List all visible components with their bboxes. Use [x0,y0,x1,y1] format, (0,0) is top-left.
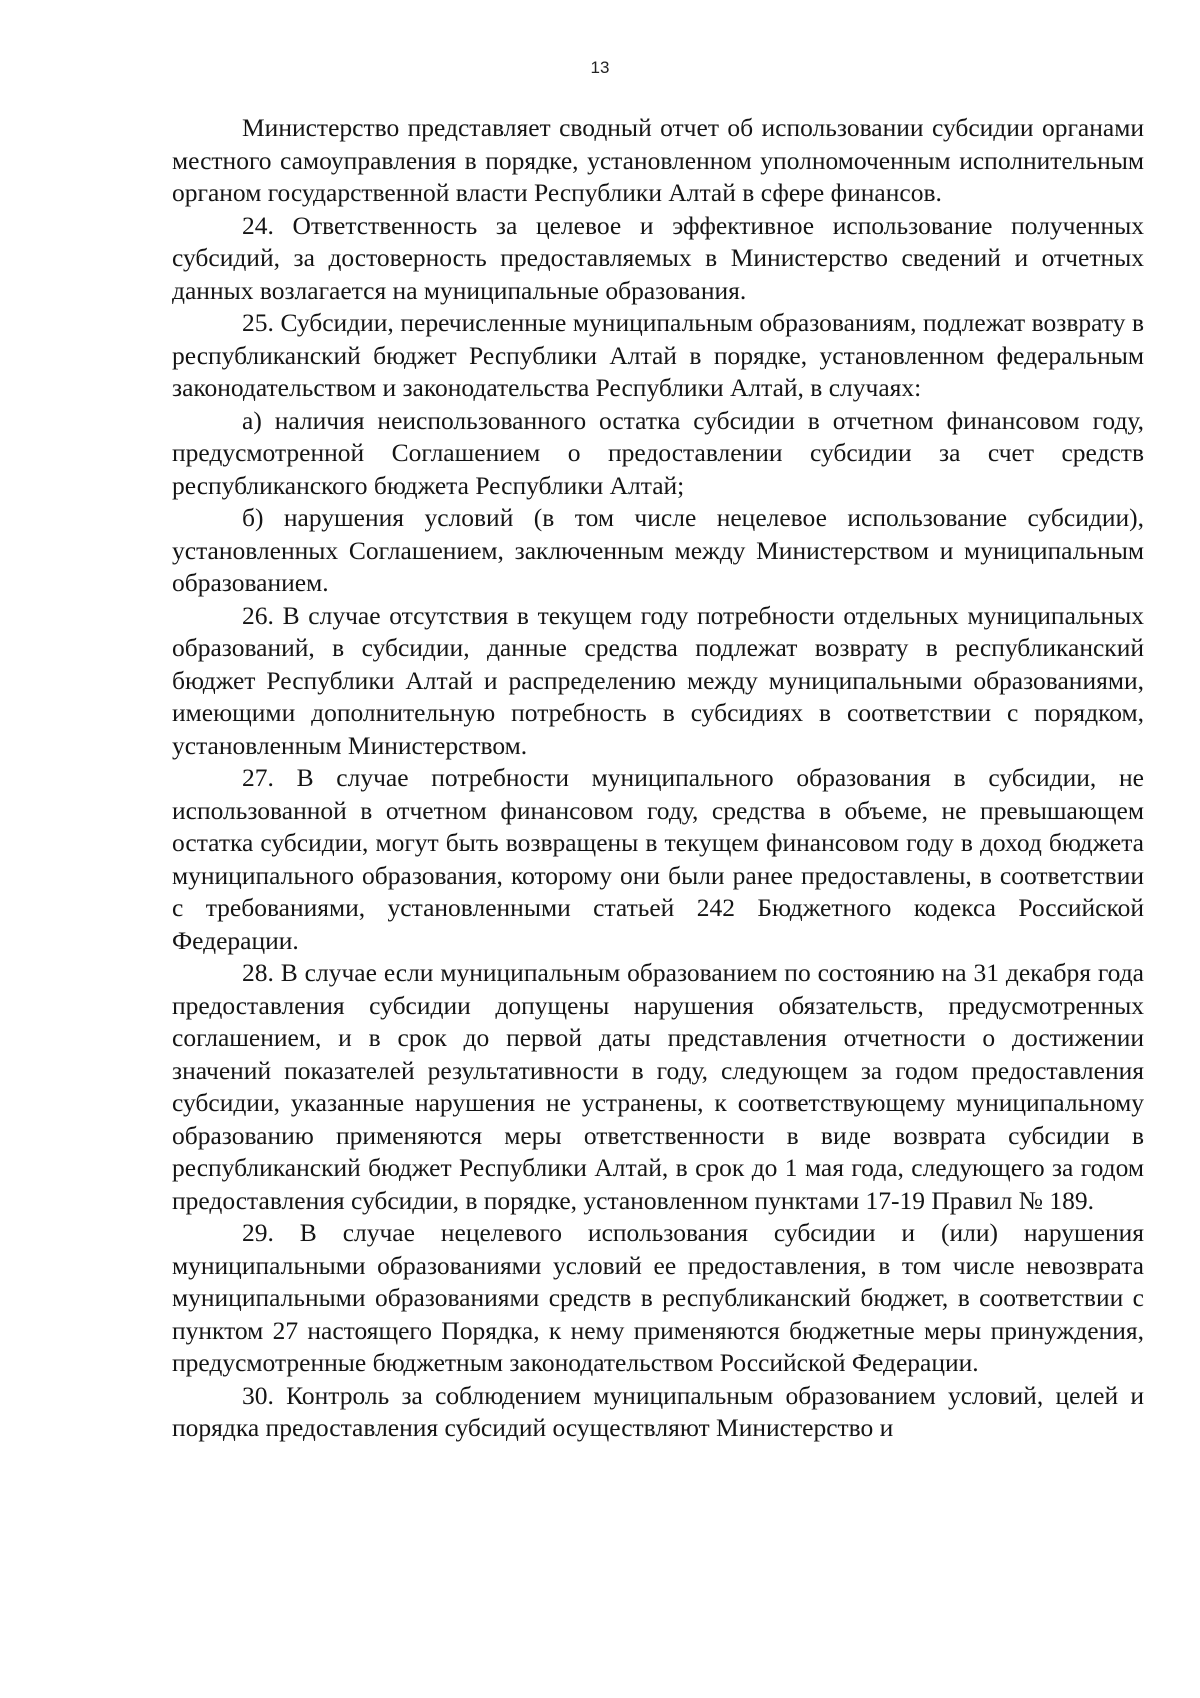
paragraph-28: 28. В случае если муниципальным образованием по состоянию на 31 декабря года предоставления субсидии допущены нарушения обязательств, предусмотренных соглашением, и в срок до первой даты представления отчетности о достижении значений показателей результативности в году, следующем за годом предоставления субсидии, указанные нарушения не устранены, к соответствующему муниципальному образованию применяются меры ответственности в виде возврата субсидии в республиканский бюджет Республики Алтай, в срок до 1 мая года, следующего за годом предоставления субсидии, в порядке, установленном пунктами 17-19 Правил № 189. [172,958,1144,1215]
paragraph-27: 27. В случае потребности муниципального образования в субсидии, не использованной в отчетном финансовом году, средства в объеме, не превышающем остатка субсидии, могут быть возвращены в текущем финансовом году в доход бюджета муниципального образования, которому они были ранее предоставлены, в соответствии с требованиями, установленными статьей 242 Бюджетного кодекса Российской Федерации. [172,763,1144,955]
paragraph-24: 24. Ответственность за целевое и эффективное использование полученных субсидий, за достоверность предоставляемых в Министерство сведений и отчетных данных возлагается на муниципальные образования. [172,210,1144,305]
paragraph-25: 25. Субсидии, перечисленные муниципальным образованиям, подлежат возврату в республиканский бюджет Республики Алтай в порядке, установленном федеральным законодательством и законодательства Республики Алтай, в случаях: [172,308,1144,402]
page-number: 13 [590,58,610,77]
paragraph-26: 26. В случае отсутствия в текущем году потребности отдельных муниципальных образований, в субсидии, данные средства подлежат возврату в республиканский бюджет Республики Алтай и распределению между муниципальными образованиями, имеющими дополнительную потребность в субсидиях в соответствии с порядком, установленным Министерством. [172,600,1144,760]
document-body [172,112,1144,1445]
paragraph-ministry-report: Министерство представляет сводный отчет об использовании субсидии органами местного самоуправления в порядке, установленном уполномоченным исполнительным органом государственной власти Республики Алтай в сфере финансов. [172,113,1144,207]
paragraph-25-a: а) наличия неиспользованного остатка субсидии в отчетном финансовом году, предусмотренной Соглашением о предоставлении субсидии за счет средств республиканского бюджета Республики Алтай; [172,405,1144,500]
paragraph-30: 30. Контроль за соблюдением муниципальным образованием условий, целей и порядка предоставления субсидий осуществляют Министерство и [172,1380,1144,1442]
paragraph-25-b: б) нарушения условий (в том числе нецелевое использование субсидии), установленных Соглашением, заключенным между Министерством и муниципальным образованием. [172,503,1144,597]
paragraph-29: 29. В случае нецелевого использования субсидии и (или) нарушения муниципальными образованиями условий ее предоставления, в том числе невозврата муниципальными образованиями средств в республиканский бюджет, в соответствии с пунктом 27 настоящего Порядка, к нему применяются бюджетные меры принуждения, предусмотренные бюджетным законодательством Российской Федерации. [172,1218,1144,1377]
